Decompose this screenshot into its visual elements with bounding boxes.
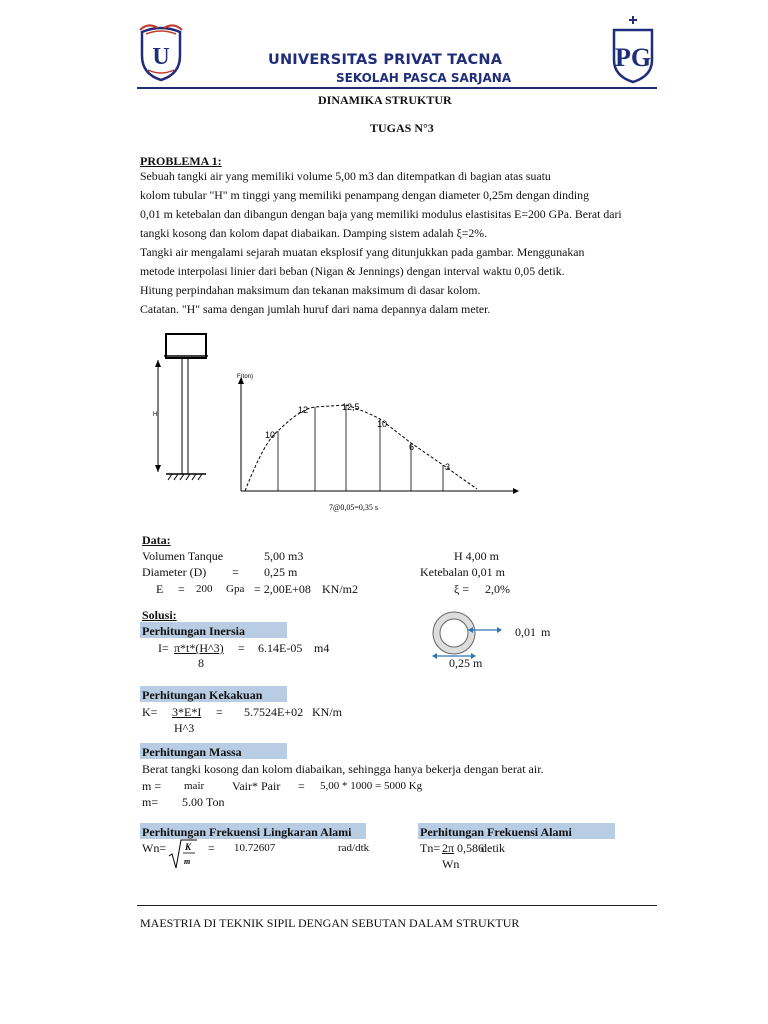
mass-tons-value: 5.00 bbox=[182, 795, 203, 809]
paragraph-line: Catatan. "H" sama dengan jumlah huruf dari nama depannya dalam meter. bbox=[140, 302, 491, 316]
inertia-unit: m4 bbox=[314, 641, 330, 655]
paragraph-line: metode interpolasi linier dari beban (Nigan & Jennings) dengan interval waktu 0,05 detik. bbox=[140, 264, 565, 278]
data-heading: Data: bbox=[142, 533, 171, 547]
mass-tons-lhs: m= bbox=[142, 795, 159, 809]
left-logo-letter: U bbox=[152, 44, 170, 70]
inertia-eq: = bbox=[238, 641, 245, 655]
diameter-label: Diameter (D) bbox=[142, 565, 207, 579]
problem-paragraph bbox=[140, 167, 622, 319]
paragraph-line: Tangki air mengalami sejarah muatan eksplosif yang ditunjukkan pada gambar. Menggunakan bbox=[140, 245, 585, 259]
height-value: H 4,00 m bbox=[454, 549, 499, 563]
load-axis-label: F(ton) bbox=[237, 374, 254, 380]
school-name: SEKOLAH PASCA SARJANA bbox=[336, 71, 512, 85]
volume-label: Volumen Tanque bbox=[142, 549, 224, 563]
inertia-value: 6.14E-05 bbox=[258, 641, 303, 655]
frequency-value: 10.72607 bbox=[234, 842, 276, 854]
mass-eq: = bbox=[298, 779, 305, 793]
frequency-eq: = bbox=[208, 841, 215, 855]
damping-symbol: ξ = bbox=[454, 582, 470, 596]
modulus-converted: = 2,00E+08 bbox=[254, 582, 311, 596]
paragraph-line: Hitung perpindahan maksimum dan tekanan maksimum di dasar kolom. bbox=[140, 283, 481, 297]
assignment-title: TUGAS N°3 bbox=[370, 121, 434, 135]
paragraph-line: kolom tubular "H" m tinggi yang memiliki penampang dengan diameter 0,25m dengan dinding bbox=[140, 188, 589, 202]
pipe-section-icon bbox=[428, 610, 518, 662]
left-university-logo bbox=[136, 22, 186, 82]
peak-label: 3 bbox=[445, 462, 451, 472]
stiffness-eq: = bbox=[216, 705, 223, 719]
inertia-denominator: 8 bbox=[198, 656, 204, 670]
right-school-logo bbox=[610, 14, 656, 84]
diameter-eq: = bbox=[232, 565, 239, 579]
frequency-unit: rad/dtk bbox=[338, 842, 370, 854]
peak-label: 12 bbox=[298, 405, 309, 415]
problem-heading: PROBLEMA 1: bbox=[140, 154, 222, 168]
inertia-lhs: I= bbox=[158, 641, 169, 655]
peak-label: 10 bbox=[265, 430, 276, 440]
ring-thickness-value: 0,01 bbox=[515, 625, 536, 639]
diameter-value: 0,25 m bbox=[264, 565, 298, 579]
mass-note: Berat tangki kosong dan kolom diabaikan, sehingga hanya bekerja dengan berat air. bbox=[142, 762, 544, 776]
paragraph-line: Sebuah tangki air yang memiliki volume 5,00 m3 dan ditempatkan di bagian atas suatu bbox=[140, 169, 551, 183]
modulus-symbol: E bbox=[156, 582, 164, 596]
volume-value: 5,00 m3 bbox=[264, 549, 304, 563]
footer-divider bbox=[137, 905, 657, 906]
footer-text: MAESTRIA DI TEKNIK SIPIL DENGAN SEBUTAN DALAM STRUKTUR bbox=[140, 916, 520, 930]
period-value: 0,586 bbox=[457, 841, 484, 855]
peak-label: 12,5 bbox=[342, 402, 360, 412]
mass-lhs: m = bbox=[142, 779, 162, 793]
mass-title: Perhitungan Massa bbox=[142, 745, 242, 759]
stiffness-denominator: H^3 bbox=[174, 721, 195, 735]
solution-heading: Solusi: bbox=[142, 608, 177, 622]
peak-label: 6 bbox=[409, 442, 415, 452]
inertia-numerator: π*t*(H^3) bbox=[174, 641, 224, 655]
peak-label: 10 bbox=[377, 419, 388, 429]
period-denominator: Wn bbox=[442, 857, 460, 871]
sqrt-icon bbox=[168, 838, 198, 870]
mass-expr: Vair* Pair bbox=[232, 779, 281, 793]
stiffness-title: Perhitungan Kekakuan bbox=[142, 688, 263, 702]
frequency-title: Perhitungan Frekuensi Lingkaran Alami bbox=[142, 825, 352, 839]
load-history-chart bbox=[225, 365, 525, 515]
mass-result: 5,00 * 1000 = 5000 Kg bbox=[320, 780, 423, 792]
university-name: UNIVERSITAS PRIVAT TACNA bbox=[268, 52, 503, 68]
modulus-unit-kn: KN/m2 bbox=[322, 582, 358, 596]
frequency-lhs: Wn= bbox=[142, 841, 167, 855]
period-title: Perhitungan Frekuensi Alami bbox=[420, 825, 572, 839]
paragraph-line: tangki kosong dan kolom dapat diabaikan. Damping sistem adalah ξ=2%. bbox=[140, 226, 488, 240]
stiffness-numerator: 3*E*I bbox=[172, 705, 202, 719]
mass-tons-unit: Ton bbox=[206, 795, 225, 809]
period-lhs: Tn= bbox=[420, 841, 441, 855]
paragraph-line: 0,01 m ketebalan dan dibangun dengan baja yang memiliki modulus elastisitas E=200 GPa. Berat dari bbox=[140, 207, 622, 221]
stiffness-lhs: K= bbox=[142, 705, 158, 719]
thickness-value: Ketebalan 0,01 m bbox=[420, 565, 505, 579]
modulus-unit: Gpa bbox=[226, 583, 245, 595]
header-divider bbox=[137, 87, 657, 89]
ring-thickness-unit: m bbox=[541, 625, 551, 639]
stiffness-unit: KN/m bbox=[312, 705, 342, 719]
modulus-eq: = bbox=[178, 582, 185, 596]
modulus-value: 200 bbox=[196, 583, 213, 595]
course-title: DINAMIKA STRUKTUR bbox=[318, 93, 452, 107]
tank-column-sketch bbox=[150, 330, 220, 490]
ring-diameter-value: 0,25 m bbox=[449, 656, 483, 670]
damping-value: 2,0% bbox=[485, 582, 510, 596]
inertia-title: Perhitungan Inersia bbox=[142, 624, 246, 638]
time-axis-label: 7@0,05=0,35 s bbox=[329, 503, 378, 512]
right-logo-letters: PG bbox=[614, 43, 652, 72]
stiffness-value: 5.7524E+02 bbox=[244, 705, 304, 719]
sqrt-denominator: m bbox=[184, 857, 191, 866]
mass-symbol: mair bbox=[184, 780, 205, 792]
period-numerator: 2π bbox=[442, 841, 455, 855]
period-unit: detik bbox=[481, 841, 505, 855]
height-label: H bbox=[153, 412, 158, 418]
sqrt-numerator: K bbox=[185, 842, 192, 852]
